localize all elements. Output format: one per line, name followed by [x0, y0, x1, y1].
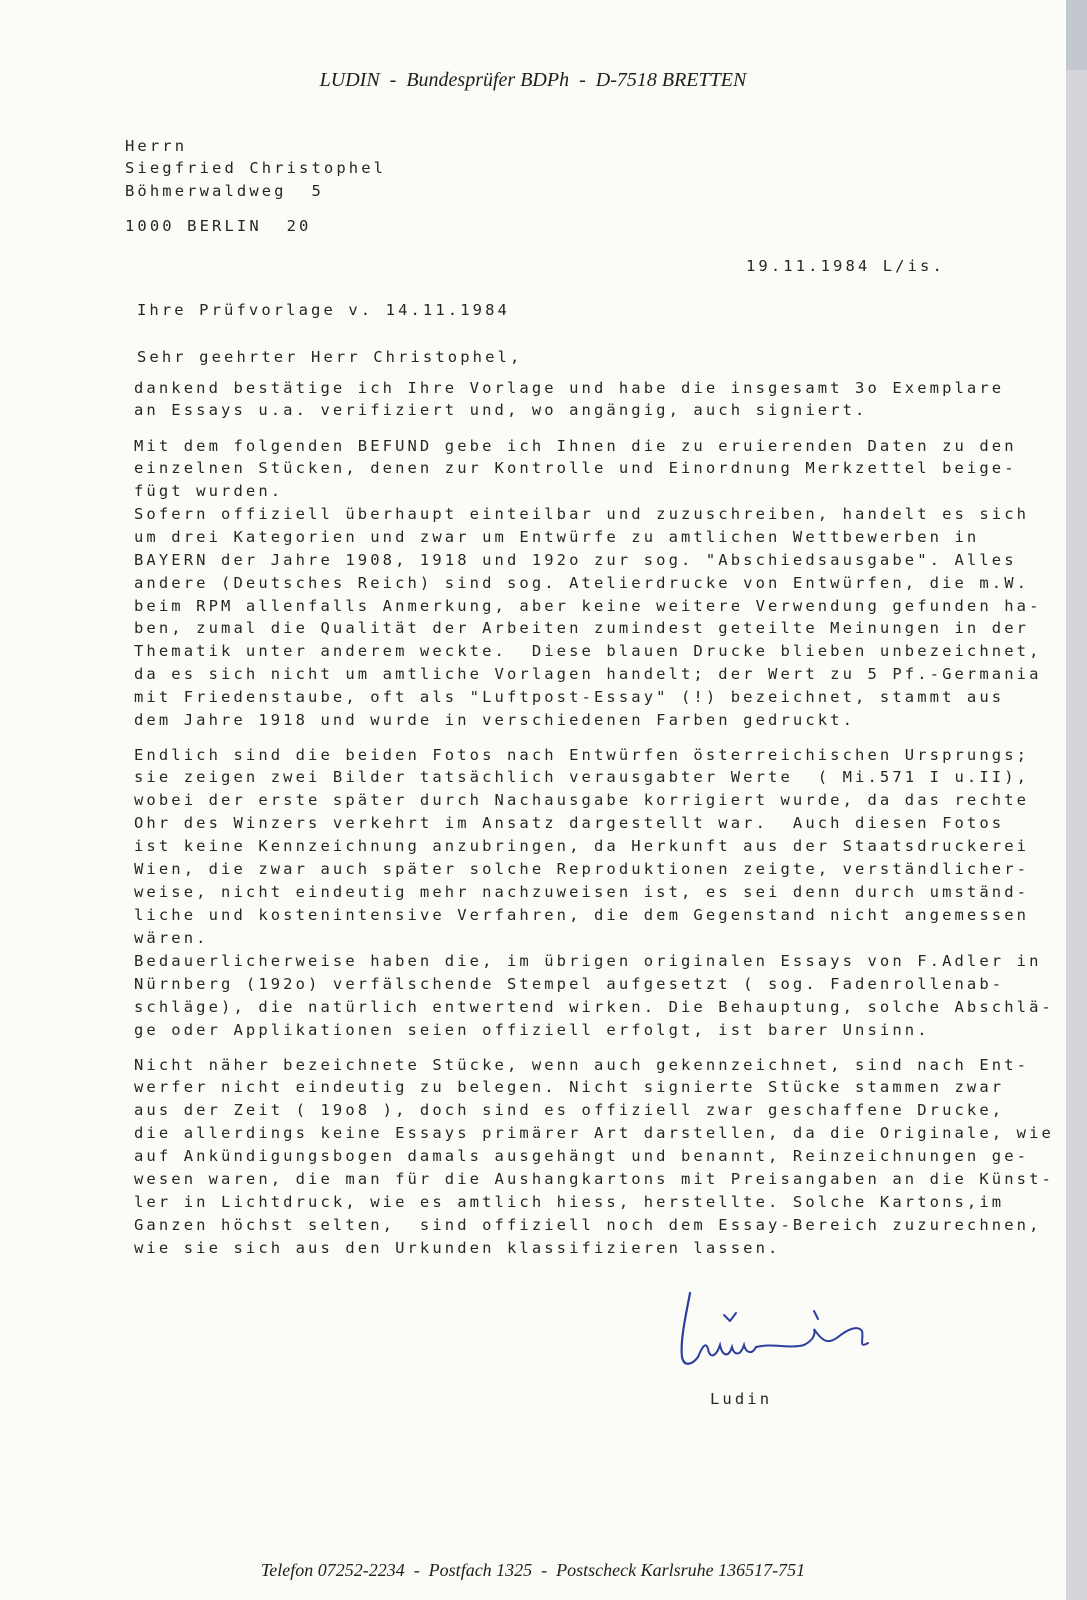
body-line: ge oder Applikationen seien offiziell erfolgt, ist barer Unsinn. [134, 1021, 930, 1039]
body-line: weise, nicht eindeutig mehr nachzuweisen ist, es sei denn durch umständ- [134, 883, 1030, 901]
body-line: aus der Zeit ( 19o8 ), doch sind es offiziell zwar geschaffene Drucke, [134, 1101, 1005, 1119]
body-line: Nicht näher bezeichnete Stücke, wenn auch gekennzeichnet, sind nach Ent- [134, 1056, 1030, 1074]
handwritten-signature [672, 1285, 902, 1385]
body-line: Ganzen höchst selten, sind offiziell noch dem Essay-Bereich zuzurechnen, [134, 1216, 1042, 1234]
body-line: BAYERN der Jahre 1908, 1918 und 192o zur sog. "Abschiedsausgabe". Alles [134, 551, 1017, 569]
body-line: da es sich nicht um amtliche Vorlagen handelt; der Wert zu 5 Pf.-Germania [134, 665, 1042, 683]
body-line: ben, zumal die Qualität der Arbeiten zumindest geteilte Meinungen in der [134, 619, 1030, 637]
body-line: Nürnberg (192o) verfälschende Stempel aufgesetzt ( sog. Fadenrollenab- [134, 975, 1005, 993]
body-line: dankend bestätige ich Ihre Vorlage und habe die insgesamt 3o Exemplare [134, 379, 1005, 397]
recipient-city: 1000 BERLIN 20 [125, 217, 312, 235]
body-line: wie sie sich aus den Urkunden klassifizieren lassen. [134, 1239, 781, 1257]
body-line: beim RPM allenfalls Anmerkung, aber keine weitere Verwendung gefunden ha- [134, 597, 1042, 615]
letter-date: 19.11.1984 L/is. [746, 257, 945, 275]
salutation: Sehr geehrter Herr Christophel, [137, 348, 523, 366]
footer-contact: Telefon 07252-2234 - Postfach 1325 - Postscheck Karlsruhe 136517-751 [260, 1560, 806, 1580]
body-line: werfer nicht eindeutig zu belegen. Nicht signierte Stücke stammen zwar [134, 1078, 1005, 1096]
body-line: Thematik unter anderem weckte. Diese blauen Drucke blieben unbezeichnet, [134, 642, 1042, 660]
body-line: um drei Kategorien und zwar um Entwürfe zu amtlichen Wettbewerben in [134, 528, 980, 546]
body-line: sie zeigen zwei Bilder tatsächlich verausgabter Werte ( Mi.571 I u.II), [134, 768, 1030, 786]
body-line: fügt wurden. [134, 482, 284, 500]
body-line: wesen waren, die man für die Aushangkartons mit Preisangaben an die Künst- [134, 1170, 1054, 1188]
body-line: wobei der erste später durch Nachausgabe korrigiert wurde, da das rechte [134, 791, 1030, 809]
body-line: Bedauerlicherweise haben die, im übrigen originalen Essays von F.Adler in [134, 952, 1042, 970]
body-line: wären. [134, 929, 209, 947]
scan-background [1066, 0, 1087, 70]
body-line: dem Jahre 1918 und wurde in verschiedenen Farben gedruckt. [134, 711, 856, 729]
body-line: ist keine Kennzeichnung anzubringen, da Herkunft aus der Staatsdruckerei [134, 837, 1030, 855]
body-line: einzelnen Stücken, denen zur Kontrolle und Einordnung Merkzettel beige- [134, 459, 1017, 477]
body-line: mit Friedenstaube, oft als "Luftpost-Essay" (!) bezeichnet, stammt aus [134, 688, 1005, 706]
body-line: Sofern offiziell überhaupt einteilbar und zuzuschreiben, handelt es sich [134, 505, 1030, 523]
body-line: andere (Deutsches Reich) sind sog. Atelierdrucke von Entwürfen, die m.W. [134, 574, 1030, 592]
body-line: schläge), die natürlich entwertend wirken. Die Behauptung, solche Abschlä- [134, 998, 1054, 1016]
body-line: Mit dem folgenden BEFUND gebe ich Ihnen die zu eruierenden Daten zu den [134, 437, 1017, 455]
body-line: ler in Lichtdruck, wie es amtlich hiess, herstellte. Solche Kartons,im [134, 1193, 1005, 1211]
scan-background [1066, 70, 1087, 1600]
recipient-salutation-line: Herrn [125, 137, 188, 155]
body-line: an Essays u.a. verifiziert und, wo angängig, auch signiert. [134, 401, 868, 419]
recipient-name: Siegfried Christophel [125, 159, 387, 177]
reference-line: Ihre Prüfvorlage v. 14.11.1984 [137, 301, 510, 319]
recipient-street: Böhmerwaldweg 5 [125, 182, 324, 200]
signer-name: Ludin [710, 1390, 773, 1408]
body-line: liche und kostenintensive Verfahren, die dem Gegenstand nicht angemessen [134, 906, 1030, 924]
letterhead: LUDIN - Bundesprüfer BDPh - D-7518 BRETTEN [319, 69, 747, 91]
body-line: auf Ankündigungsbogen damals ausgehängt und benannt, Reinzeichnungen ge- [134, 1147, 1030, 1165]
body-line: Ohr des Winzers verkehrt im Ansatz dargestellt war. Auch diesen Fotos [134, 814, 1005, 832]
body-line: Wien, die zwar auch später solche Reproduktionen zeigte, verständlicher- [134, 860, 1030, 878]
body-line: die allerdings keine Essays primärer Art darstellen, da die Originale, wie [134, 1124, 1054, 1142]
body-line: Endlich sind die beiden Fotos nach Entwürfen österreichischen Ursprungs; [134, 746, 1030, 764]
